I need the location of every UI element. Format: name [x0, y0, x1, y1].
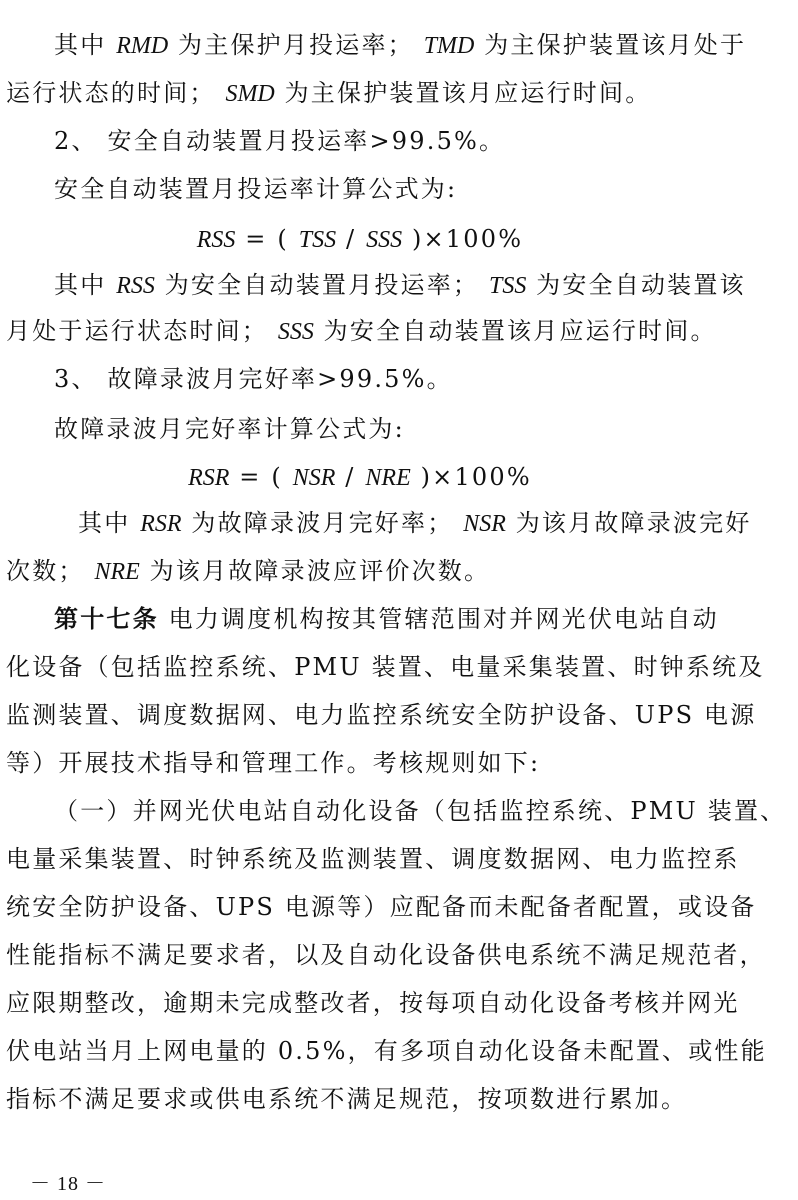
item2-heading: 2、 安全自动装置月投运率>99.5%。 — [54, 127, 506, 155]
item2-formula: RSS = ( TSS / SSS )×100% — [196, 225, 524, 253]
item2-formula-title: 安全自动装置月投运率计算公式为: — [54, 175, 458, 203]
sub1-line-4: 性能指标不满足要求者，以及自动化设备供电系统不满足规范者， — [6, 941, 766, 969]
p1-line-2: 运行状态的时间； SMD 为主保护装置该月应运行时间。 — [6, 79, 652, 107]
sub1-line-6: 伏电站当月上网电量的 0.5%，有多项自动化设备未配置、或性能 — [6, 1037, 767, 1065]
sub1-line-1: （一）并网光伏电站自动化设备（包括监控系统、PMU 装置、 — [54, 797, 787, 825]
item2-line-1: 其中 RSS 为安全自动装置月投运率； TSS 为安全自动装置该 — [54, 271, 746, 299]
article-17-line-2: 化设备（包括监控系统、PMU 装置、电量采集装置、时钟系统及 — [6, 653, 765, 681]
article-17-line-4: 等）开展技术指导和管理工作。考核规则如下: — [6, 749, 541, 777]
article-17-line-1: 第十七条 电力调度机构按其管辖范围对并网光伏电站自动 — [54, 604, 719, 633]
article-17-title: 第十七条 — [54, 604, 159, 633]
item3-line-1: 其中 RSR 为故障录波月完好率； NSR 为该月故障录波完好 — [78, 509, 752, 537]
sub1-line-2: 电量采集装置、时钟系统及监测装置、调度数据网、电力监控系 — [6, 845, 740, 873]
p1-line-1: 其中 RMD 为主保护月投运率； TMD 为主保护装置该月处于 — [54, 31, 747, 59]
item3-line-2: 次数； NRE 为该月故障录波应评价次数。 — [6, 557, 491, 585]
sub1-line-3: 统安全防护设备、UPS 电源等）应配备而未配备者配置，或设备 — [6, 893, 757, 921]
sub1-line-5: 应限期整改，逾期未完成整改者，按每项自动化设备考核并网光 — [6, 989, 740, 1017]
item3-formula: RSR = ( NSR / NRE )×100% — [188, 463, 532, 491]
item2-line-2: 月处于运行状态时间； SSS 为安全自动装置该月应运行时间。 — [6, 317, 717, 345]
page-number: － 18 － — [30, 1173, 106, 1195]
item3-formula-title: 故障录波月完好率计算公式为: — [54, 415, 405, 443]
sub1-line-7: 指标不满足要求或供电系统不满足规范，按项数进行累加。 — [6, 1085, 688, 1113]
article-17-line-3: 监测装置、调度数据网、电力监控系统安全防护设备、UPS 电源 — [6, 701, 757, 729]
item3-heading: 3、 故障录波月完好率>99.5%。 — [54, 365, 453, 393]
